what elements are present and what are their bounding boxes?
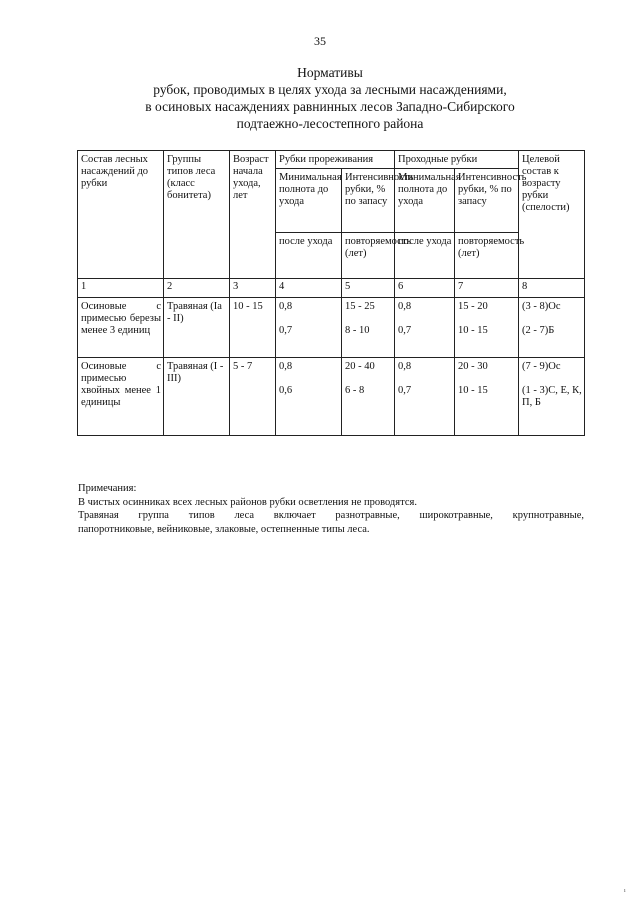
row-1-target (519, 298, 585, 358)
row-1-pass-density-after: 0,7 (398, 325, 412, 336)
row-2-forest-group: Травяная (I - III) (164, 358, 230, 436)
column-number-2: 2 (164, 279, 230, 298)
row-2-target-main: (7 - 9)Ос (522, 361, 561, 372)
notes-line-2b: папоротниковые, вейниковые, злаковые, остепненные типы леса. (78, 523, 370, 535)
title-line-4: подтаежно-лесостепного района (236, 116, 424, 131)
title-line-1: Нормативы (297, 65, 363, 80)
title-line-3: в осиновых насаждениях равнинных лесов Западно-Сибирского (145, 99, 515, 114)
header-target: Целевой состав к возрасту рубки (спелости) (519, 151, 585, 279)
header-thin-min-density: Минимальная полнота до ухода (276, 169, 342, 233)
page-number: 35 (314, 34, 326, 48)
row-2-thin-intensity: 20 - 40 (345, 361, 375, 372)
row-2-target (519, 358, 585, 436)
column-number-7: 7 (455, 279, 519, 298)
row-1-forest-group: Травяная (Iа - II) (164, 298, 230, 358)
row-1-thin-intensity-cell (342, 298, 395, 358)
row-2-thin-intensity-cell (342, 358, 395, 436)
column-number-8: 8 (519, 279, 585, 298)
corner-mark: ı (624, 888, 626, 894)
header-pass-after: после ухода (395, 233, 455, 279)
table-row (78, 298, 585, 358)
row-2-thin-density-after: 0,6 (279, 385, 293, 396)
norms-table (77, 150, 585, 436)
header-pass-min-density: Минимальная полнота до ухода (395, 169, 455, 233)
row-1-pass-intensity: 15 - 20 (458, 301, 488, 312)
row-1-thin-density (276, 298, 342, 358)
table-row (78, 358, 585, 436)
header-thin-after: после ухода (276, 233, 342, 279)
row-2-pass-density (395, 358, 455, 436)
notes-line-1: В чистых осинниках всех лесных районов рубки осветления не проводятся. (78, 496, 417, 508)
header-forest-groups: Группы типов леса (класс бонитета) (164, 151, 230, 279)
document-title (60, 64, 600, 132)
header-passing: Проходные рубки (395, 151, 519, 169)
row-1-pass-density-before: 0,8 (398, 301, 412, 312)
column-number-row (78, 279, 585, 298)
row-2-pass-repeat: 10 - 15 (458, 385, 488, 396)
notes-heading: Примечания: (78, 483, 137, 494)
row-2-pass-intensity-cell (455, 358, 519, 436)
row-1-pass-density (395, 298, 455, 358)
notes-section (78, 482, 584, 536)
row-2-thin-density (276, 358, 342, 436)
row-2-pass-density-before: 0,8 (398, 361, 412, 372)
row-2-pass-density-after: 0,7 (398, 385, 412, 396)
row-2-thin-repeat: 6 - 8 (345, 385, 365, 396)
row-1-pass-repeat: 10 - 15 (458, 325, 488, 336)
title-line-2: рубок, проводимых в целях ухода за лесными насаждениями, (153, 82, 507, 97)
header-pass-repeat: повторяемость (лет) (455, 233, 519, 279)
row-2-target-secondary: (1 - 3)С, Е, К, П, Б (522, 385, 582, 408)
column-number-6: 6 (395, 279, 455, 298)
row-1-target-secondary: (2 - 7)Б (522, 325, 555, 336)
row-2-thin-density-before: 0,8 (279, 361, 293, 372)
row-2-age: 5 - 7 (230, 358, 276, 436)
column-number-4: 4 (276, 279, 342, 298)
column-number-1: 1 (78, 279, 164, 298)
header-row-1 (78, 151, 585, 169)
header-pass-intensity: Интенсивность рубки, % по запасу (455, 169, 519, 233)
row-1-thin-repeat: 8 - 10 (345, 325, 370, 336)
row-1-composition: Осиновые с примесью березы менее 3 единиц (78, 298, 164, 358)
header-thin-repeat: повторяемость (лет) (342, 233, 395, 279)
column-number-3: 3 (230, 279, 276, 298)
row-1-target-main: (3 - 8)Ос (522, 301, 561, 312)
header-age-start: Возраст начала ухода, лет (230, 151, 276, 279)
column-number-5: 5 (342, 279, 395, 298)
row-1-pass-intensity-cell (455, 298, 519, 358)
notes-line-2a: Травяная группа типов леса включает разнотравные, широкотравные, крупнотравные, (78, 510, 584, 521)
row-2-pass-intensity: 20 - 30 (458, 361, 488, 372)
row-2-composition: Осиновые с примесью хвойных менее 1 единицы (78, 358, 164, 436)
row-1-age: 10 - 15 (230, 298, 276, 358)
header-composition: Состав лесных насаждений до рубки (78, 151, 164, 279)
row-1-thin-density-before: 0,8 (279, 301, 293, 312)
header-thin-intensity: Интенсивность рубки, % по запасу (342, 169, 395, 233)
header-thinning: Рубки прореживания (276, 151, 395, 169)
row-1-thin-density-after: 0,7 (279, 325, 293, 336)
row-1-thin-intensity: 15 - 25 (345, 301, 375, 312)
